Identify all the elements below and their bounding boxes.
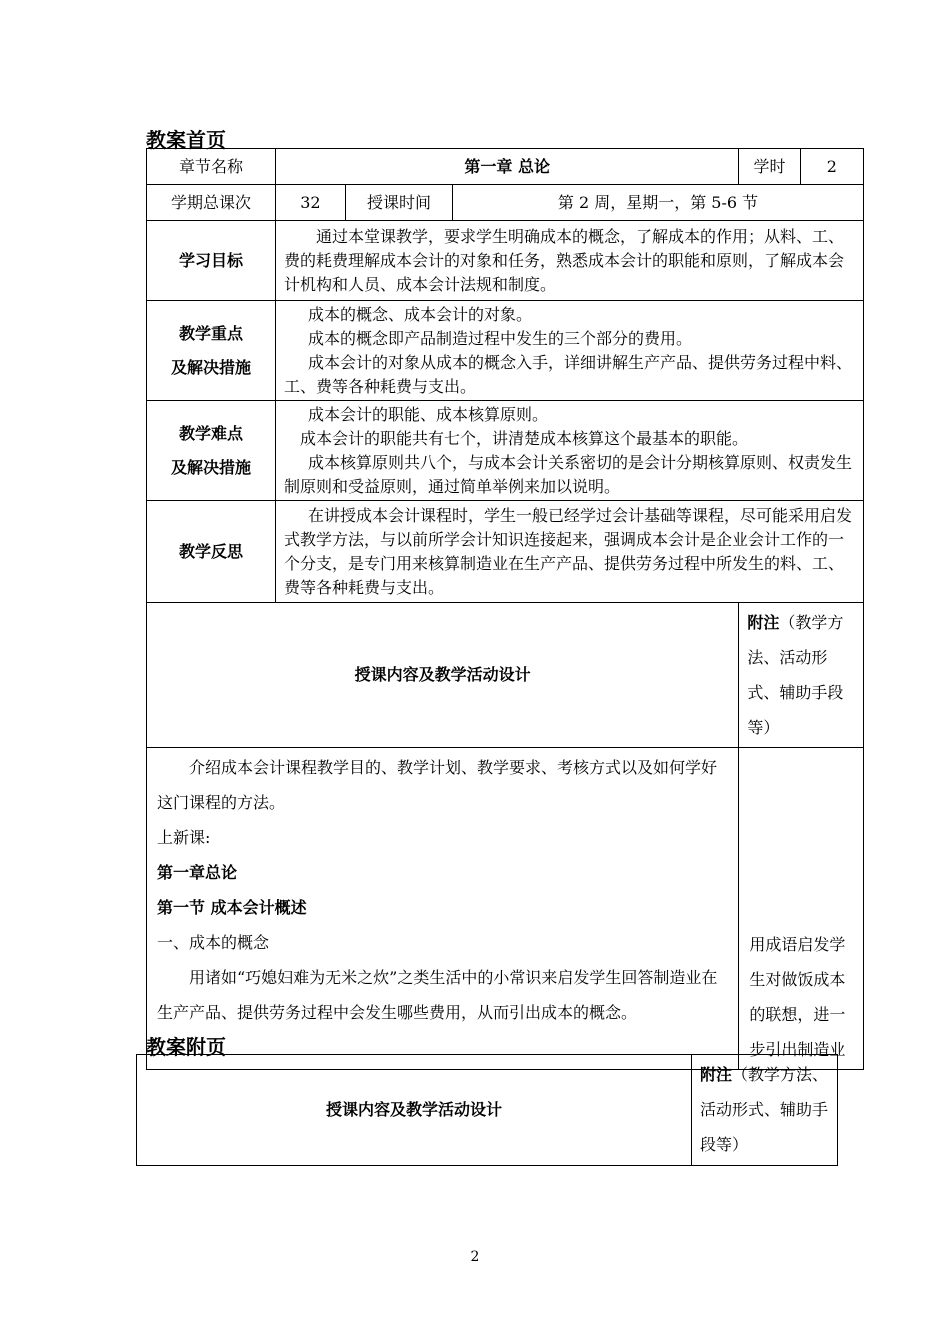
difficulty-label-line-2: 及解决措施 [170, 457, 251, 477]
focus-line-3: 成本会计的对象从成本的概念入手，详细讲解生产产品、提供劳务过程中料、工、费等各种耗费与支出。 [283, 352, 852, 396]
design-note-rest: （教学方法、活动形式、辅助手段等） [747, 613, 844, 737]
difficulty-line-2: 成本会计的职能共有七个，讲清楚成本核算这个最基本的职能。 [299, 428, 748, 448]
hours-value: 2 [800, 149, 863, 185]
design-header: 授课内容及教学活动设计 [147, 603, 739, 748]
content-new-lesson: 上新课: [157, 828, 211, 847]
content-paragraph: 用诸如“巧媳妇难为无米之炊”之类生活中的小常识来启发学生回答制造业在生产产品、提供劳务过程中会发生哪些费用，从而引出成本的概念。 [157, 968, 718, 1022]
content-note-cell [739, 748, 864, 1070]
focus-line-2: 成本的概念即产品制造过程中发生的三个部分的费用。 [307, 328, 692, 348]
reflection-label: 教学反思 [147, 501, 276, 603]
content-section: 第一节 成本会计概述 [157, 898, 307, 917]
reflection-text: 在讲授成本会计课程时，学生一般已经学过会计基础等课程，尽可能采用启发式教学方法，与以前所学会计知识连接起来，强调成本会计是企业会计工作的一个分支，是专门用来核算制造业在生产产品、提供劳务过程中所发生的料、工、费等各种耗费与支出。 [283, 505, 852, 597]
appendix-note-bold: 附注 [700, 1065, 733, 1084]
appendix-table [136, 1054, 838, 1166]
design-note-header [739, 603, 864, 748]
focus-label-line-2: 及解决措施 [170, 357, 251, 377]
chapter-label: 章节名称 [147, 149, 276, 185]
focus-line-1: 成本的概念、成本会计的对象。 [307, 304, 532, 324]
difficulty-line-3: 成本核算原则共八个，与成本会计关系密切的是会计分期核算原则、权责发生制原则和受益原则，通过简单举例来加以说明。 [283, 452, 852, 496]
chapter-value: 第一章 总论 [275, 149, 738, 185]
content-note: 用成语启发学生对做饭成本的联想，进一步引出制造业 [749, 935, 846, 1059]
page-heading-first: 教案首页 [146, 128, 226, 152]
difficulty-label-line-1: 教学难点 [178, 423, 243, 443]
content-chapter: 第一章总论 [157, 863, 238, 882]
goals-label: 学习目标 [147, 221, 276, 301]
focus-label [147, 301, 276, 401]
difficulty-label [147, 401, 276, 501]
content-cell [147, 748, 739, 1070]
goals-text: 通过本堂课教学，要求学生明确成本的概念，了解成本的作用；从料、工、费的耗费理解成本会计的对象和任务，熟悉成本会计的职能和原则，了解成本会计机构和人员、成本会计法规和制度。 [283, 226, 844, 294]
class-time-value: 第 2 周，星期一，第 5-6 节 [453, 185, 864, 221]
appendix-note-header [692, 1055, 838, 1166]
page-heading-second: 教案附页 [146, 1035, 226, 1059]
difficulty-line-1: 成本会计的职能、成本核算原则。 [307, 404, 548, 424]
reflection-cell [275, 501, 863, 603]
appendix-header: 授课内容及教学活动设计 [137, 1055, 692, 1166]
content-intro: 介绍成本会计课程教学目的、教学计划、教学要求、考核方式以及如何学好这门课程的方法。 [157, 758, 718, 812]
goals-cell [275, 221, 863, 301]
total-sessions-value: 32 [275, 185, 345, 221]
design-note-bold: 附注 [747, 613, 780, 632]
difficulty-cell [275, 401, 863, 501]
focus-label-line-1: 教学重点 [178, 323, 243, 343]
content-item: 一、成本的概念 [157, 933, 270, 952]
focus-cell [275, 301, 863, 401]
appendix-note-rest: （教学方法、活动形式、辅助手段等） [700, 1065, 829, 1154]
total-sessions-label: 学期总课次 [147, 185, 276, 221]
class-time-label: 授课时间 [345, 185, 452, 221]
page-number: 2 [470, 1249, 480, 1265]
hours-label: 学时 [739, 149, 800, 185]
lesson-plan-table [146, 148, 864, 1070]
